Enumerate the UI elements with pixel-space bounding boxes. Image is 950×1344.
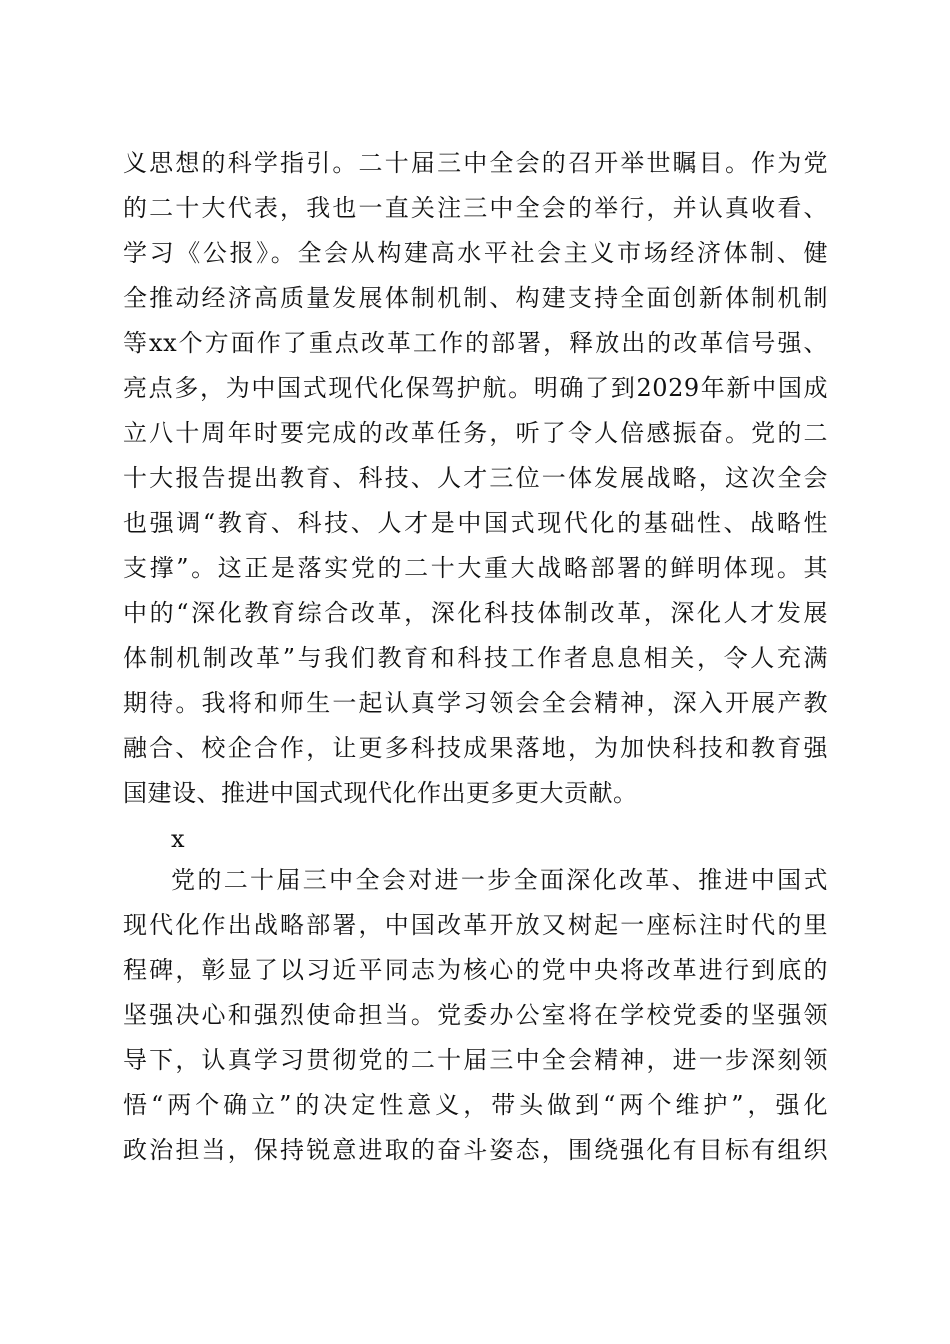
paragraph-2-line: 现代化作出战略部署，中国改革开放又树起一座标注时代的里 xyxy=(123,911,828,939)
paragraph-1-line-last: 国建设、推进中国式现代化作出更多更大贡献。 xyxy=(123,779,638,807)
paragraph-1-line: 十大报告提出教育、科技、人才三位一体发展战略，这次全会 xyxy=(123,464,828,492)
paragraph-1-line: 中的“深化教育综合改革，深化科技体制改革，深化人才发展 xyxy=(123,599,828,627)
paragraph-2-line: 政治担当，保持锐意进取的奋斗姿态，围绕强化有目标有组织 xyxy=(123,1136,828,1164)
paragraph-2-line: 坚强决心和强烈使命担当。党委办公室将在学校党委的坚强领 xyxy=(123,1001,828,1029)
paragraph-1-line: 学习《公报》。全会从构建高水平社会主义市场经济体制、健 xyxy=(123,239,828,267)
paragraph-1-line: 全推动经济高质量发展体制机制、构建支持全面创新体制机制 xyxy=(123,284,828,312)
paragraph-2-line: 导下，认真学习贯彻党的二十届三中全会精神，进一步深刻领 xyxy=(123,1046,828,1074)
paragraph-1-line: 支撑”。这正是落实党的二十大重大战略部署的鲜明体现。其 xyxy=(123,554,828,582)
section-marker: x xyxy=(171,825,186,853)
paragraph-1-line: 的二十大代表，我也一直关注三中全会的举行，并认真收看、 xyxy=(123,194,828,222)
paragraph-1-line: 期待。我将和师生一起认真学习领会全会精神，深入开展产教 xyxy=(123,689,828,717)
paragraph-1-line: 立八十周年时要完成的改革任务，听了令人倍感振奋。党的二 xyxy=(123,419,828,447)
paragraph-2-line-first: 党的二十届三中全会对进一步全面深化改革、推进中国式 xyxy=(171,866,828,894)
paragraph-1-line: 也强调“教育、科技、人才是中国式现代化的基础性、战略性 xyxy=(123,509,828,537)
paragraph-1-line: 等xx个方面作了重点改革工作的部署，释放出的改革信号强、 xyxy=(123,329,828,357)
paragraph-1-line: 义思想的科学指引。二十届三中全会的召开举世瞩目。作为党 xyxy=(123,149,828,177)
document-body xyxy=(123,0,828,1344)
paragraph-1-line: 融合、校企合作，让更多科技成果落地，为加快科技和教育强 xyxy=(123,734,828,762)
paragraph-1-line: 体制机制改革”与我们教育和科技工作者息息相关，令人充满 xyxy=(123,644,828,672)
paragraph-2-line: 程碑，彰显了以习近平同志为核心的党中央将改革进行到底的 xyxy=(123,956,828,984)
paragraph-2-line: 悟“两个确立”的决定性意义，带头做到“两个维护”，强化 xyxy=(123,1091,828,1119)
paragraph-1-line: 亮点多，为中国式现代化保驾护航。明确了到2029年新中国成 xyxy=(123,374,828,402)
